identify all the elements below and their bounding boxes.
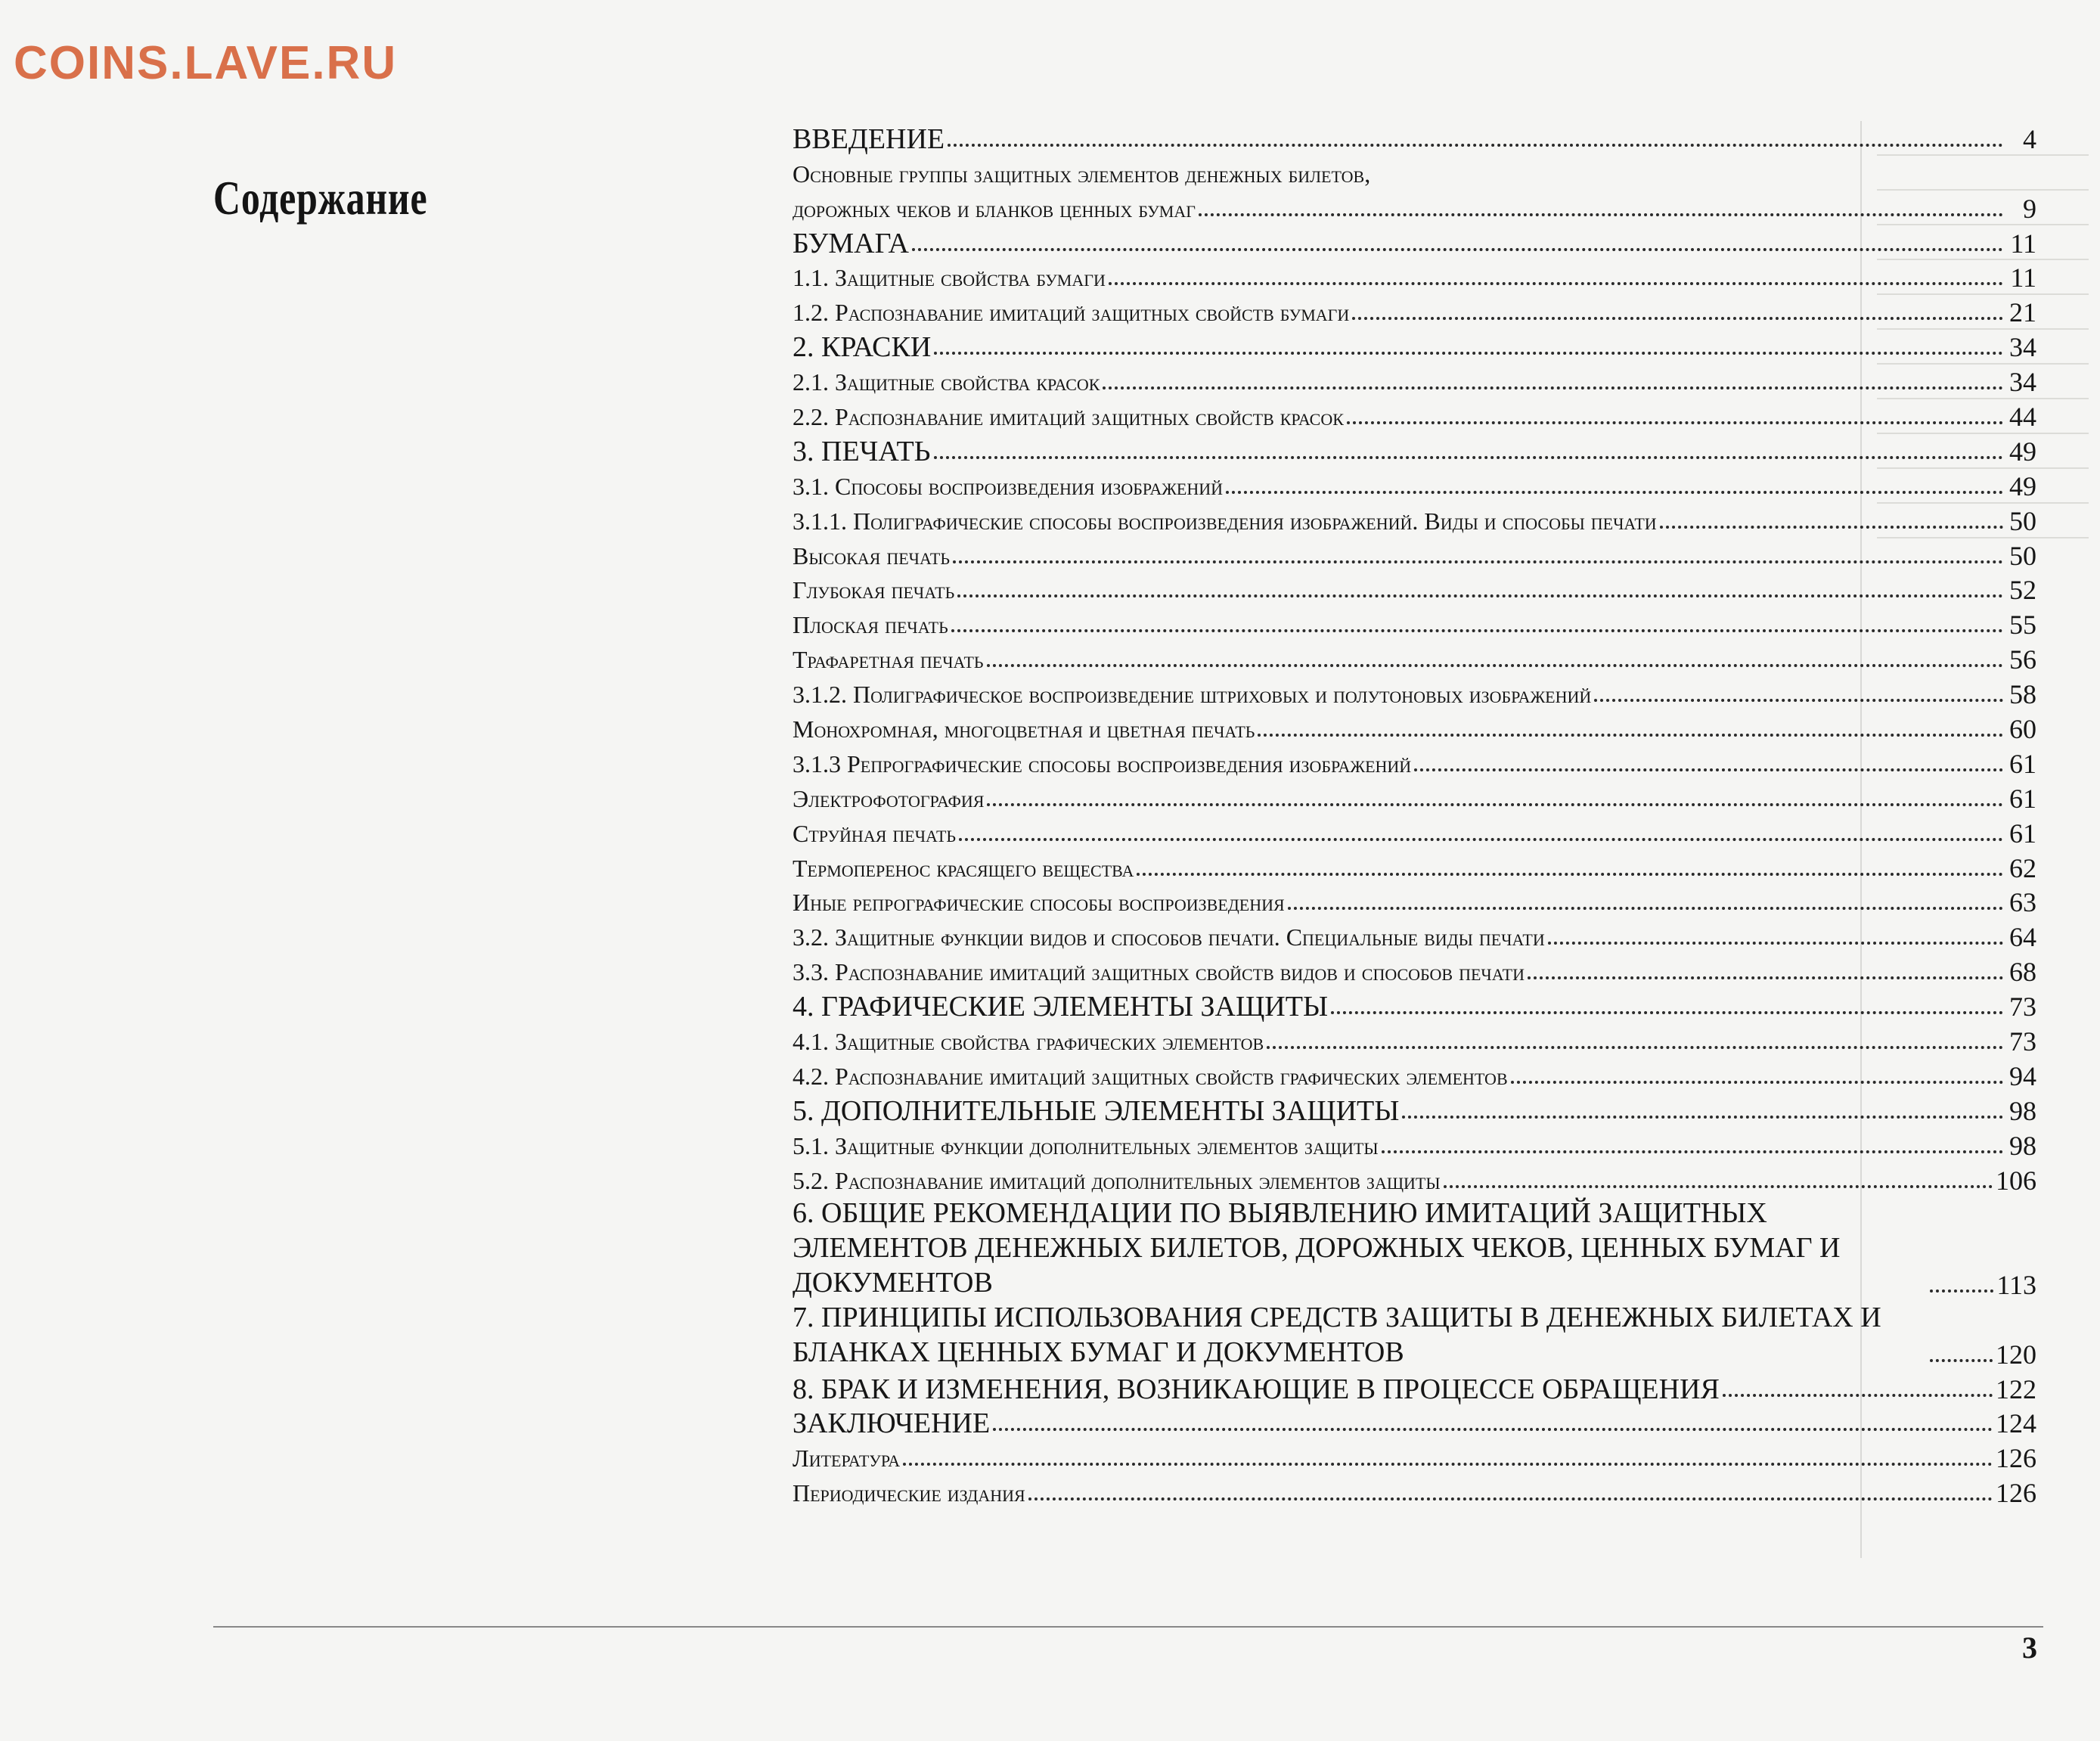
toc-entry-page: 11 [2010,262,2036,293]
toc-entry-page: 64 [2009,922,2036,953]
toc-entry [793,640,2036,675]
toc-entry [793,397,2036,432]
toc-entry-title: 3.1. Способы воспроизведения изображений [793,472,1224,500]
toc-leader-dots [1930,1359,1993,1362]
toc-entry-page: 56 [2009,644,2036,675]
toc-entry [793,1126,2036,1161]
toc-leader-dots [987,664,2003,667]
toc-leader-dots [1723,1394,1993,1397]
toc-entry-page: 106 [1996,1165,2036,1196]
toc-entry-title: Периодические издания [793,1479,1025,1507]
toc-leader-dots [1267,1046,2003,1049]
toc-leader-dots [1109,282,2003,285]
toc-entry-page: 34 [2009,332,2036,363]
toc-entry-page: 58 [2009,679,2036,710]
toc-leader-dots [1352,317,2003,320]
toc-entry-title: 3.1.3 Репрографические способы воспроизведения изображений [793,749,1412,777]
toc-entry-title: Иные репрографические способы воспроизведения [793,889,1285,917]
toc-entry [793,467,2036,501]
toc-entry-title: 2. КРАСКИ [793,331,932,364]
toc-entry-title: Струйная печать [793,819,957,847]
toc-leader-dots [948,144,2003,147]
toc-entry-page: 34 [2009,367,2036,398]
toc-entry [793,709,2036,744]
toc-entry [793,675,2036,709]
toc-leader-dots [1331,1011,2003,1014]
toc-entry [793,1473,2036,1508]
toc-entry [793,259,2036,293]
toc-entry-page: 9 [2023,193,2036,224]
toc-entry-title: 5.1. Защитные функции дополнительных элементов защиты [793,1131,1379,1159]
toc-leader-dots [1660,526,2003,529]
toc-entry [793,432,2036,467]
toc-entry [793,571,2036,606]
toc-leader-dots [1226,491,2003,494]
toc-entry-title: 2.2. Распознавание имитаций защитных свойств красок [793,403,1344,431]
toc-entry-title: 3.1.1. Полиграфические способы воспроизведения изображений. Виды и способы печати [793,507,1657,535]
toc-leader-dots [993,1428,1993,1431]
toc-entry-page: 113 [1996,1269,2036,1300]
toc-entry [793,154,2036,189]
toc-entry-title: 4.2. Распознавание имитаций защитных свойств графических элементов [793,1062,1508,1090]
toc-leader-dots [1288,907,2003,910]
toc-entry [793,1091,2036,1126]
toc-entry-page: 11 [2010,228,2036,259]
toc-entry [793,327,2036,362]
toc-entry-page: 44 [2009,402,2036,433]
toc-entry-title: 3.1.2. Полиграфическое воспроизведение штриховых и полутоновых изображений [793,681,1592,709]
toc-entry [793,362,2036,397]
toc-leader-dots [1528,976,2003,979]
toc-leader-dots [1028,1497,1993,1500]
toc-entry-title: 4. ГРАФИЧЕСКИЕ ЭЛЕМЕНТЫ ЗАЩИТЫ [793,991,1329,1023]
toc-entry-page: 61 [2009,783,2036,814]
toc-entry [793,501,2036,536]
toc-leader-dots [1548,942,2003,945]
toc-leader-dots [1199,213,2003,216]
toc-entry [793,1404,2036,1439]
toc-leader-dots [951,629,2003,632]
toc-leader-dots [912,248,2003,251]
toc-entry [793,1161,2036,1196]
toc-entry-title: Плоская печать [793,611,948,639]
toc-entry [793,1438,2036,1473]
toc-leader-dots [959,838,2003,841]
toc-entry [793,1300,2036,1370]
toc-entry-title: 3. ПЕЧАТЬ [793,435,931,467]
toc-entry-page: 98 [2009,1130,2036,1161]
toc-entry-page: 124 [1996,1408,2036,1439]
toc-leader-dots [903,1463,1993,1466]
toc-entry-page: 49 [2009,436,2036,467]
toc-entry-page: 126 [1996,1478,2036,1509]
toc-entry [793,849,2036,883]
toc-entry-page: 50 [2009,505,2036,536]
toc-entry-page: 21 [2009,297,2036,328]
toc-entry-title: 1.2. Распознавание имитаций защитных свойств бумаги [793,299,1350,327]
toc-entry-page: 55 [2009,610,2036,641]
toc-entry-title: 2.1. Защитные свойства красок [793,368,1100,396]
toc-entry-title: дорожных чеков и бланков ценных бумаг [793,194,1196,222]
toc-entry [793,917,2036,952]
toc-entry [793,779,2036,814]
toc-entry [793,1196,2036,1300]
toc-entry-page: 120 [1996,1339,2036,1370]
toc-leader-dots [1511,1081,2003,1084]
toc-leader-dots [1347,421,2003,424]
toc-entry [793,1022,2036,1057]
toc-entry-title: 4.1. Защитные свойства графических элементов [793,1028,1264,1056]
toc-entry [793,1370,2036,1404]
toc-leader-dots [1258,734,2003,737]
toc-entry-page: 61 [2009,818,2036,849]
toc-entry [793,293,2036,327]
toc-entry [793,1057,2036,1091]
toc-leader-dots [1594,699,2003,702]
toc-entry-title: 5.2. Распознавание имитаций дополнительных элементов защиты [793,1166,1441,1194]
toc-entry [793,814,2036,849]
toc-entry-page: 68 [2009,957,2036,988]
footer-rule [213,1626,2043,1628]
site-watermark: COINS.LAVE.RU [14,37,398,89]
toc-entry [793,744,2036,779]
toc-entry-page: 62 [2009,852,2036,883]
toc-entry-title: 1.1. Защитные свойства бумаги [793,264,1106,292]
toc-entry-title: Основные группы защитных элементов денежных билетов, [793,160,1371,188]
toc-entry-title: Трафаретная печать [793,646,984,674]
toc-entry-page: 73 [2009,992,2036,1023]
toc-leader-dots [1930,1289,1993,1293]
toc-entry-page: 126 [1996,1443,2036,1474]
toc-entry [793,952,2036,987]
toc-entry-title: 3.3. Распознавание имитаций защитных свойств видов и способов печати [793,958,1525,986]
toc-entry-page: 50 [2009,540,2036,571]
toc-entry-title: Высокая печать [793,542,950,569]
toc-entry-title: БУМАГА [793,227,909,259]
toc-entry-page: 61 [2009,748,2036,779]
toc-entry-page: 63 [2009,887,2036,918]
toc-entry-page: 52 [2009,575,2036,606]
toc-entry-title: 6. ОБЩИЕ РЕКОМЕНДАЦИИ ПО ВЫЯВЛЕНИЮ ИМИТАЦИЙ ЗАЩИТНЫХ ЭЛЕМЕНТОВ ДЕНЕЖНЫХ БИЛЕТОВ, ДОРОЖНЫХ ЧЕКОВ, ЦЕННЫХ БУМАГ И ДОКУМЕНТОВ [793,1196,1841,1299]
toc-entry [793,536,2036,571]
toc-entry-title: Монохромная, многоцветная и цветная печать [793,715,1255,743]
toc-entry-page: 49 [2009,470,2036,501]
page-number: 3 [2022,1631,2037,1665]
toc-leader-dots [1414,768,2003,771]
toc-entry-page: 122 [1996,1373,2036,1404]
toc-leader-dots [1402,1116,2003,1119]
toc-entry-page: 60 [2009,714,2036,745]
toc-entry [793,189,2036,224]
toc-entry-title: 5. ДОПОЛНИТЕЛЬНЫЕ ЭЛЕМЕНТЫ ЗАЩИТЫ [793,1094,1400,1127]
contents-heading: Содержание [213,171,428,225]
toc-leader-dots [1444,1185,1993,1188]
toc-leader-dots [934,456,2004,459]
toc-entry [793,119,2036,154]
toc-entry-page: 94 [2009,1060,2036,1091]
toc-entry-title: 8. БРАК И ИЗМЕНЕНИЯ, ВОЗНИКАЮЩИЕ В ПРОЦЕССЕ ОБРАЩЕНИЯ [793,1373,1720,1405]
toc-entry-page: 73 [2009,1026,2036,1057]
toc-entry-title: Электрофотография [793,784,985,812]
toc-entry-title: ЗАКЛЮЧЕНИЕ [793,1407,991,1440]
table-of-contents [793,119,2036,1508]
toc-leader-dots [1103,386,2003,389]
toc-entry-title: ВВЕДЕНИЕ [793,123,945,155]
toc-entry [793,224,2036,259]
toc-leader-dots [953,560,2003,563]
toc-entry-title: Литература [793,1445,901,1473]
toc-entry [793,883,2036,918]
toc-leader-dots [957,594,2003,597]
toc-entry [793,605,2036,640]
toc-entry [793,987,2036,1022]
toc-leader-dots [934,352,2003,355]
toc-entry-title: 3.2. Защитные функции видов и способов печати. Специальные виды печати [793,923,1545,951]
toc-leader-dots [1382,1150,2003,1153]
toc-leader-dots [987,803,2003,806]
toc-entry-page: 4 [2023,123,2036,154]
toc-entry-page: 98 [2009,1095,2036,1126]
toc-entry-title: Глубокая печать [793,576,955,604]
toc-entry-title: Термоперенос красящего вещества [793,854,1134,882]
toc-leader-dots [1137,873,2003,876]
toc-entry-title: 7. ПРИНЦИПЫ ИСПОЛЬЗОВАНИЯ СРЕДСТВ ЗАЩИТЫ В ДЕНЕЖНЫХ БИЛЕТАХ И БЛАНКАХ ЦЕННЫХ БУМАГ И ДОКУМЕНТОВ [793,1301,1881,1368]
